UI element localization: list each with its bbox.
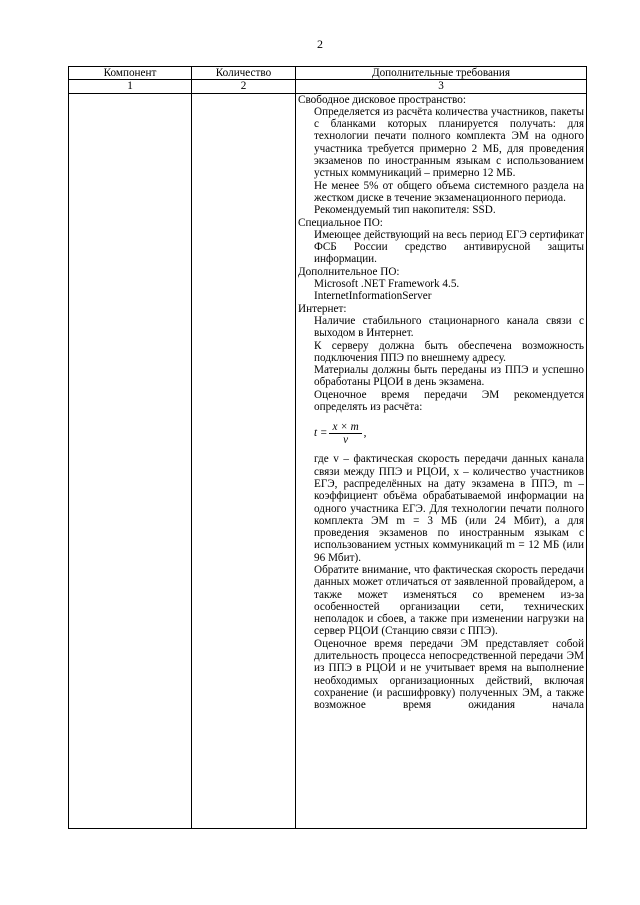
internet-paragraph-3: Материалы должны быть переданы из ППЭ и успешно обработаны РЦОИ в день экзамена. [314, 364, 584, 389]
quantity-cell [192, 93, 296, 828]
formula-fraction [329, 421, 361, 447]
internet-paragraph-4: Оценочное время передачи ЭМ рекомендуется определять из расчёта: [314, 388, 584, 414]
internet-paragraph-2: К серверу должна быть обеспечена возможность подключения ППЭ по внешнему адресу. [314, 339, 584, 364]
header-quantity: Количество [192, 67, 296, 80]
formula-lhs: t = [314, 427, 328, 440]
extra-software-title: Дополнительное ПО: [298, 265, 400, 278]
special-software-title: Специальное ПО: [298, 216, 383, 229]
table-header-row [69, 67, 587, 80]
requirements-table [68, 66, 587, 829]
internet-paragraph-1: Наличие стабильного стационарного канала связи с выходом в Интернет. [314, 314, 584, 340]
internet-paragraph-6: Обратите внимание, что фактическая скорость передачи данных может отличаться от заявленной провайдером, а также может изменяться со временем из-за особенностей организации сети, технических неполадок и сбоев, а также при изменении нагрузки на сервер РЦОИ (Станцию связи с ППЭ). [314, 563, 584, 638]
extra-software-item-1: Microsoft .NET Framework 4.5. [314, 278, 460, 291]
internet-title: Интернет: [298, 302, 347, 315]
internet-paragraph-5: где v – фактическая скорость передачи данных канала связи между ППЭ и РЦОИ, x – количество участников ЕГЭ, распределённых на дату экзамена в ППЭ, m – коэффициент объёма обрабатываемой информации на одного участника ЕГЭ. Для технологии печати полного комплекта ЭМ m = 3 МБ (или 24 Мбит), а для проведения экзаменов по иностранным языкам с использованием устных коммуникаций m = 12 МБ (или 96 Мбит). [314, 453, 584, 564]
disk-paragraph-3: Рекомендуемый тип накопителя: SSD. [314, 204, 496, 217]
requirements-cell [296, 93, 587, 828]
special-software-paragraph: Имеющее действующий на весь период ЕГЭ сертификат ФСБ России средство антивирусной защиты информации. [314, 228, 584, 266]
table-number-row [69, 80, 587, 93]
formula-numerator: x × m [329, 421, 361, 434]
internet-paragraph-7: Оценочное время передачи ЭМ представляет собой длительность процесса непосредственной передачи ЭМ из ППЭ в РЦОИ и не учитывает время на выполнение необходимых организационных действий, включая сохранение (и расшифровку) полученных ЭМ, а также возможное время ожидания начала [314, 637, 584, 712]
disk-paragraph-2: Не менее 5% от общего объема системного раздела на жестком диске в течение экзаменационного периода. [314, 179, 584, 204]
column-number-1: 1 [69, 80, 192, 93]
header-component: Компонент [69, 67, 192, 80]
table-row [69, 93, 587, 828]
disk-paragraph-1: Определяется из расчёта количества участников, пакеты с бланками которых планируется получать: для технологии печати полного комплекта ЭМ на одного участника требуется примерно 2 МБ, для проведения экзаменов по иностранным языкам с использованием устных коммуникаций – примерно 12 МБ. [314, 105, 584, 180]
formula-denominator: v [343, 433, 349, 446]
component-cell [69, 93, 192, 828]
formula-tail: , [363, 427, 367, 440]
extra-software-item-2: InternetInformationServer [314, 290, 432, 303]
disk-section-title: Свободное дисковое пространство: [298, 93, 466, 106]
header-requirements: Дополнительные требования [296, 67, 587, 80]
page-number: 2 [317, 37, 323, 51]
transfer-time-formula [314, 415, 584, 451]
column-number-3: 3 [296, 80, 587, 93]
column-number-2: 2 [192, 80, 296, 93]
